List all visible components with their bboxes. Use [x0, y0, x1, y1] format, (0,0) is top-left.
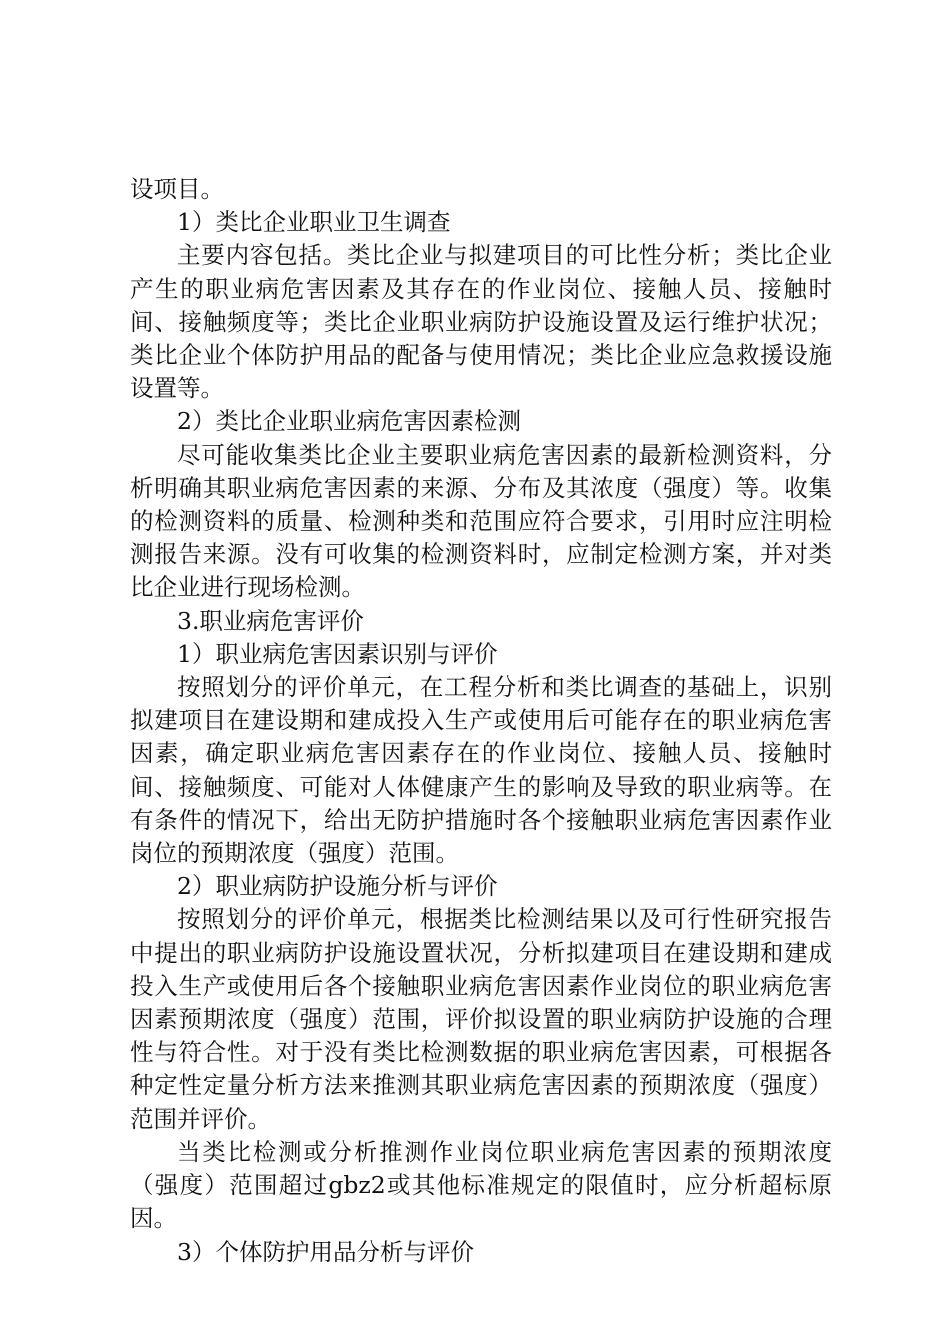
paragraph-exceed-limit: 当类比检测或分析推测作业岗位职业病危害因素的预期浓度（强度）范围超过gbz2或其他标准规定的限值时，应分析超标原因。 — [130, 1137, 832, 1233]
subheading-hazard-detection: 2）类比企业职业病危害因素检测 — [177, 407, 521, 436]
paragraph-continuation: 设项目。 — [130, 175, 224, 203]
paragraph-detection-content: 尽可能收集类比企业主要职业病危害因素的最新检测资料，分析明确其职业病危害因素的来源、分布及其浓度（强度）等。收集的检测资料的质量、检测种类和范围应符合要求，引用时应注明检测报告来源。没有可收集的检测资料时，应制定检测方案，并对类比企业进行现场检测。 — [130, 440, 832, 602]
subheading-protection-facilities: 2）职业病防护设施分析与评价 — [177, 872, 498, 901]
paragraph-survey-content: 主要内容包括。类比企业与拟建项目的可比性分析；类比企业产生的职业病危害因素及其存在的作业岗位、接触人员、接触时间、接触频度等；类比企业职业病防护设施设置及运行维护状况；类比企业个体防护用品的配备与使用情况；类比企业应急救援设施设置等。 — [130, 241, 832, 403]
subheading-hazard-identification: 1）职业病危害因素识别与评价 — [177, 639, 498, 668]
document-body — [130, 173, 832, 1269]
subheading-personal-protective-equipment: 3）个体防护用品分析与评价 — [177, 1237, 474, 1266]
paragraph-identification-content: 按照划分的评价单元，在工程分析和类比调查的基础上，识别拟建项目在建设期和建成投入生产或使用后可能存在的职业病危害因素，确定职业病危害因素存在的作业岗位、接触人员、接触时间、接触频度、可能对人体健康产生的影响及导致的职业病等。在有条件的情况下，给出无防护措施时各个接触职业病危害因素作业岗位的预期浓度（强度）范围。 — [130, 673, 832, 868]
subheading-analog-enterprise-survey: 1）类比企业职业卫生调查 — [177, 208, 451, 237]
paragraph-protection-facilities-content: 按照划分的评价单元，根据类比检测结果以及可行性研究报告中提出的职业病防护设施设置状况，分析拟建项目在建设期和建成投入生产或使用后各个接触职业病危害因素作业岗位的职业病危害因素预期浓度（强度）范围，评价拟设置的职业病防护设施的合理性与符合性。对于没有类比检测数据的职业病危害因素，可根据各种定性定量分析方法来推测其职业病危害因素的预期浓度（强度）范围并评价。 — [130, 905, 832, 1133]
section-heading-hazard-evaluation: 3.职业病危害评价 — [177, 606, 364, 635]
